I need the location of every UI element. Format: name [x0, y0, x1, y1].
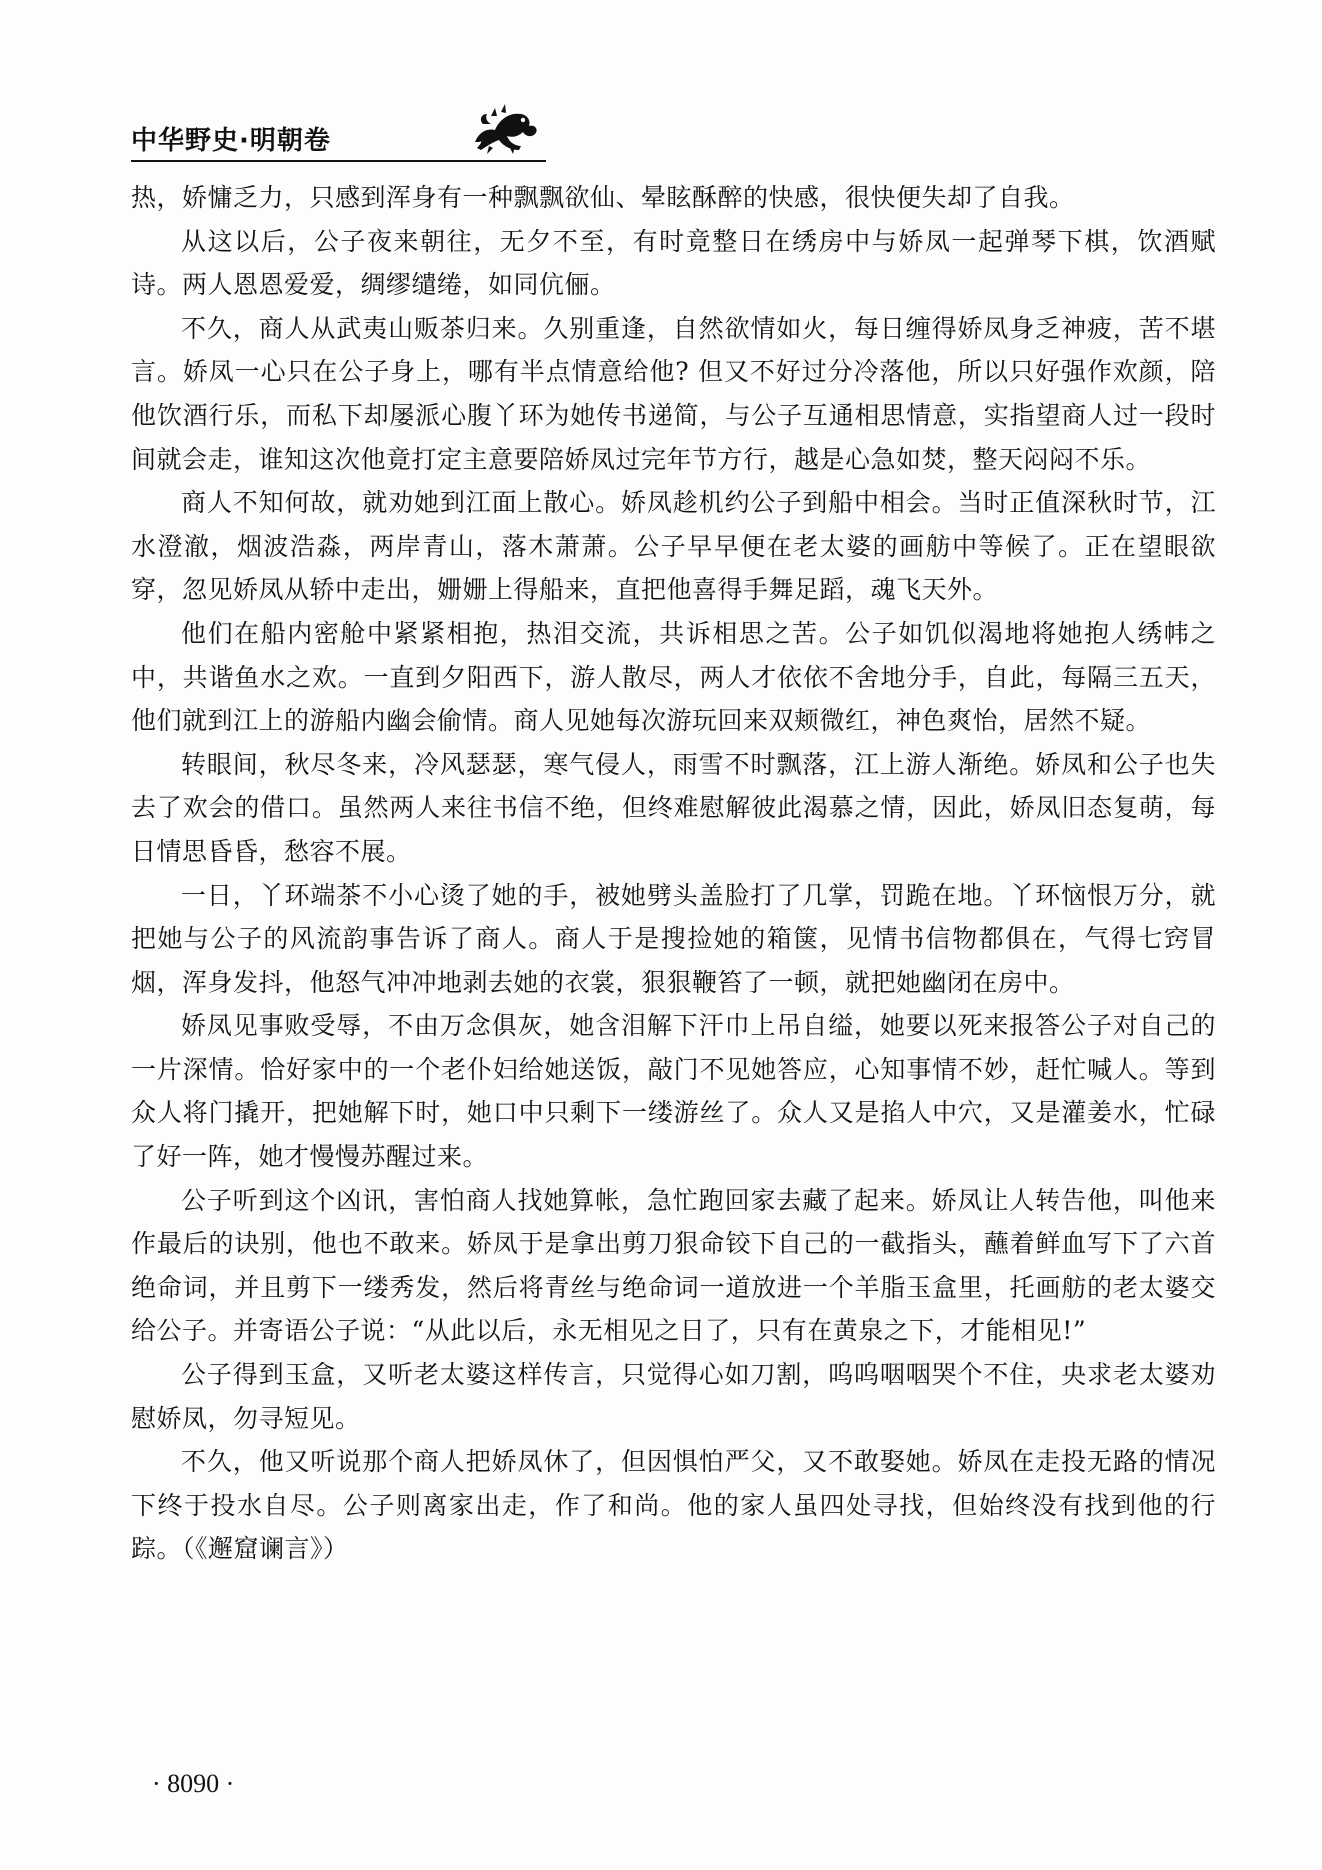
paragraph: 商人不知何故，就劝她到江面上散心。娇凤趁机约公子到船中相会。当时正值深秋时节，江水澄澈，烟波浩淼，两岸青山，落木萧萧。公子早早便在老太婆的画舫中等候了。正在望眼欲穿，忽见娇凤从轿中走出，姗姗上得船来，直把他喜得手舞足蹈，魂飞天外。	[131, 488, 1216, 605]
header-rule	[131, 160, 546, 162]
paragraph: 不久，商人从武夷山贩茶归来。久别重逢，自然欲情如火，每日缠得娇凤身乏神疲，苦不堪言。娇凤一心只在公子身上，哪有半点情意给他? 但又不好过分冷落他，所以只好强作欢颜，陪他饮酒行乐，而私下却屡派心腹丫环为她传书递简，与公子互通相思情意，实指望商人过一段时间就会走，谁知这次他竟打定主意要陪娇凤过完年节方行，越是心急如焚，整天闷闷不乐。	[131, 313, 1216, 474]
running-head	[131, 112, 551, 172]
paragraph: 转眼间，秋尽冬来，冷风瑟瑟，寒气侵人，雨雪不时飘落，江上游人渐绝。娇凤和公子也失去了欢会的借口。虽然两人来往书信不绝，但终难慰解彼此渴慕之情，因此，娇凤旧态复萌，每日情思昏昏，愁容不展。	[131, 749, 1216, 866]
paragraph: 从这以后，公子夜来朝往，无夕不至，有时竟整日在绣房中与娇凤一起弹琴下棋，饮酒赋诗。两人恩恩爱爱，绸缪缱绻，如同伉俪。	[131, 226, 1216, 300]
paragraph: 娇凤见事败受辱，不由万念俱灰，她含泪解下汗巾上吊自缢，她要以死来报答公子对自己的一片深情。恰好家中的一个老仆妇给她送饭，敲门不见她答应，心知事情不妙，赶忙喊人。等到众人将门撬开，把她解下时，她口中只剩下一缕游丝了。众人又是掐人中穴，又是灌姜水，忙碌了好一阵，她才慢慢苏醒过来。	[131, 1011, 1216, 1172]
series-title: 中华野史·明朝卷	[131, 126, 331, 156]
page-number: · 8090 ·	[152, 1769, 235, 1798]
body-text	[131, 176, 1216, 1571]
paragraph: 他们在船内密舱中紧紧相抱，热泪交流，共诉相思之苦。公子如饥似渴地将她抱人绣帏之中，共谐鱼水之欢。一直到夕阳西下，游人散尽，两人才依依不舍地分手，自此，每隔三五天，他们就到江上的游船内幽会偷情。商人见她每次游玩回来双颊微红，神色爽怡，居然不疑。	[131, 618, 1216, 736]
paragraph: 公子得到玉盒，又听老太婆这样传言，只觉得心如刀割，呜呜咽咽哭个不住，央求老太婆劝慰娇凤，勿寻短见。	[131, 1360, 1216, 1433]
paragraph: 热，娇慵乏力，只感到浑身有一种飘飘欲仙、晕眩酥醉的快感，很快便失却了自我。	[131, 183, 1075, 212]
paragraph: 不久，他又听说那个商人把娇凤休了，但因惧怕严父，又不敢娶她。娇凤在走投无路的情况下终于投水自尽。公子则离家出走，作了和尚。他的家人虽四处寻找，但始终没有找到他的行踪。（《邂窟谰言》）	[131, 1447, 1216, 1564]
dragon-icon	[469, 102, 539, 154]
paragraph: 公子听到这个凶讯，害怕商人找她算帐，急忙跑回家去藏了起来。娇凤让人转告他，叫他来作最后的诀别，他也不敢来。娇凤于是拿出剪刀狠命铰下自己的一截指头，蘸着鲜血写下了六首绝命词，并且剪下一缕秀发，然后将青丝与绝命词一道放进一个羊脂玉盒里，托画舫的老太婆交给公子。并寄语公子说：“从此以后，永无相见之日了，只有在黄泉之下，才能相见!”	[131, 1185, 1216, 1346]
paragraph: 一日，丫环端茶不小心烫了她的手，被她劈头盖脸打了几掌，罚跪在地。丫环恼恨万分，就把她与公子的风流韵事告诉了商人。商人于是搜捡她的箱箧，见情书信物都俱在，气得七窍冒烟，浑身发抖，他怒气冲冲地剥去她的衣裳，狠狠鞭笞了一顿，就把她幽闭在房中。	[131, 880, 1216, 997]
